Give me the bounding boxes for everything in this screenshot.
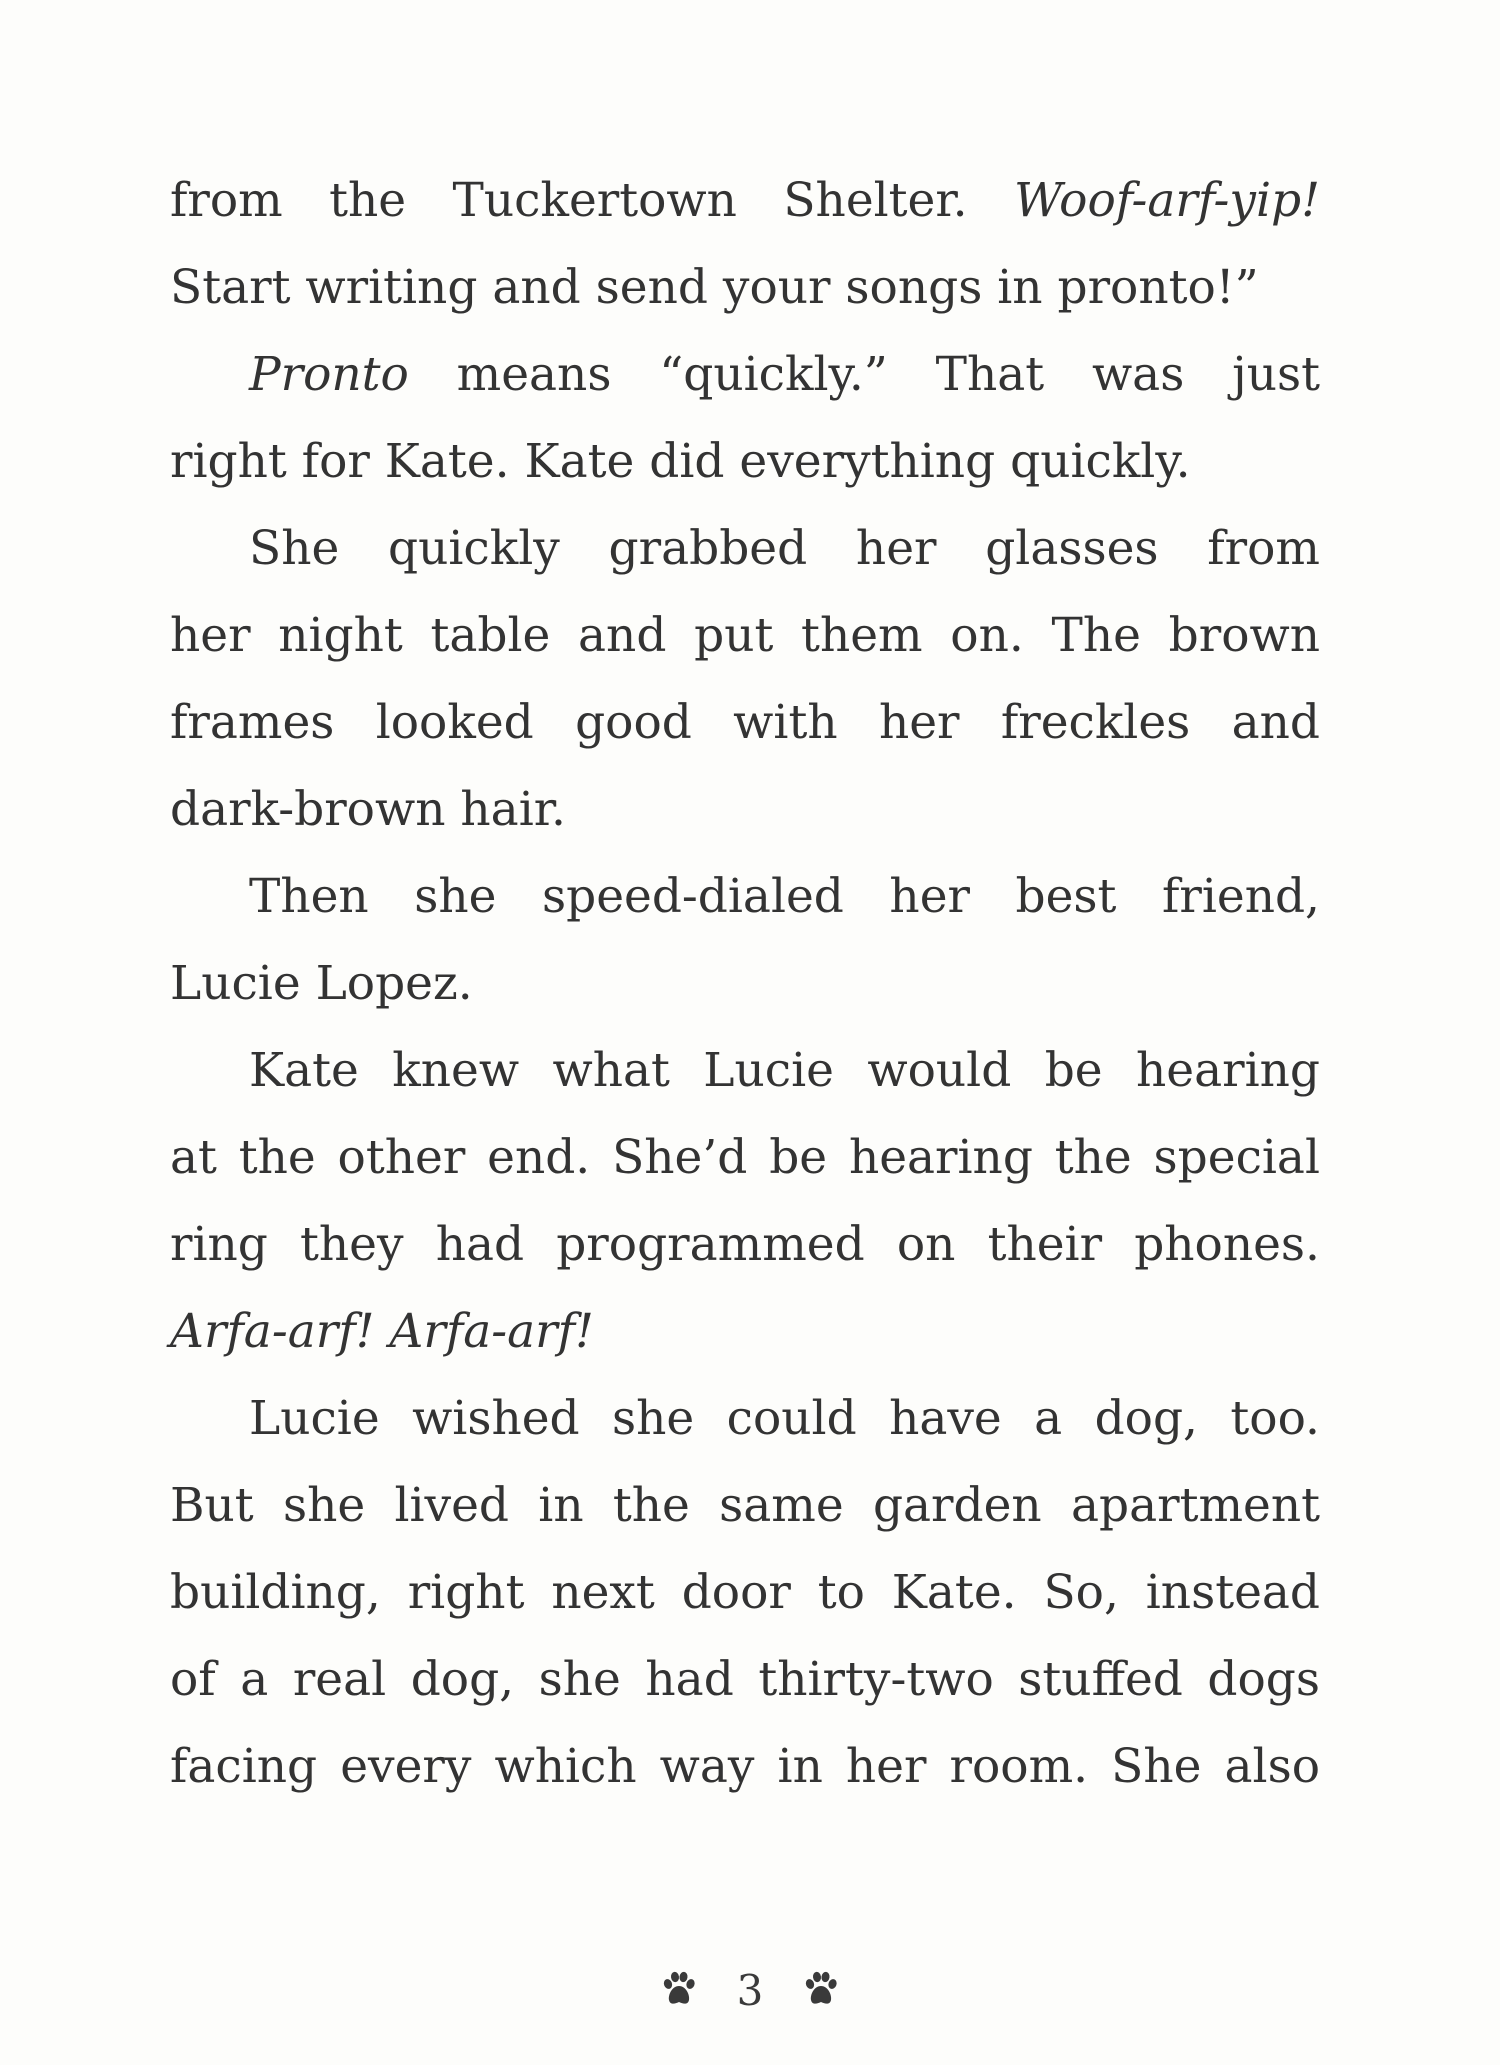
text-line: at the other end. She’d be hearing the special xyxy=(170,1130,1320,1185)
italic-sound: Arfa-arf! Arfa-arf! xyxy=(170,1304,594,1359)
italic-sound: Woof-arf-yip! xyxy=(1014,173,1320,228)
text-line: Lucie wished she could have a dog, too. xyxy=(249,1391,1320,1446)
paragraph xyxy=(170,853,1320,1027)
text-line: frames looked good with her freckles and xyxy=(170,695,1320,750)
text-line: her night table and put them on. The brown xyxy=(170,608,1320,663)
text-line: dark-brown hair. xyxy=(170,782,566,837)
text-line: Pronto means “quickly.” That was just xyxy=(249,347,1320,402)
text-line: facing every which way in her room. She also xyxy=(170,1739,1320,1794)
text-line: of a real dog, she had thirty-two stuffed dogs xyxy=(170,1652,1320,1707)
text-line: from the Tuckertown Shelter. Woof-arf-yip! xyxy=(170,173,1320,228)
italic-word: Pronto xyxy=(249,347,409,402)
page-number: 3 xyxy=(736,1965,764,2015)
page-body-text xyxy=(170,157,1320,1810)
paragraph xyxy=(170,1375,1320,1810)
paw-print-icon xyxy=(659,1970,699,2010)
paw-print-icon xyxy=(801,1970,841,2010)
paragraph xyxy=(170,505,1320,853)
text-line: But she lived in the same garden apartment xyxy=(170,1478,1320,1533)
paragraph xyxy=(170,331,1320,505)
text-line: ring they had programmed on their phones. xyxy=(170,1217,1320,1272)
text-line: right for Kate. Kate did everything quickly. xyxy=(170,434,1191,489)
text-line: Then she speed-dialed her best friend, xyxy=(249,869,1320,924)
paragraph xyxy=(170,1027,1320,1375)
text-line xyxy=(170,1288,1320,1375)
text-line: building, right next door to Kate. So, instead xyxy=(170,1565,1320,1620)
page-footer xyxy=(0,1960,1500,2020)
text-line: Lucie Lopez. xyxy=(170,956,473,1011)
text-line: Start writing and send your songs in pronto!” xyxy=(170,260,1259,315)
paragraph xyxy=(170,157,1320,331)
text-line: Kate knew what Lucie would be hearing xyxy=(249,1043,1320,1098)
text-line: She quickly grabbed her glasses from xyxy=(249,521,1320,576)
